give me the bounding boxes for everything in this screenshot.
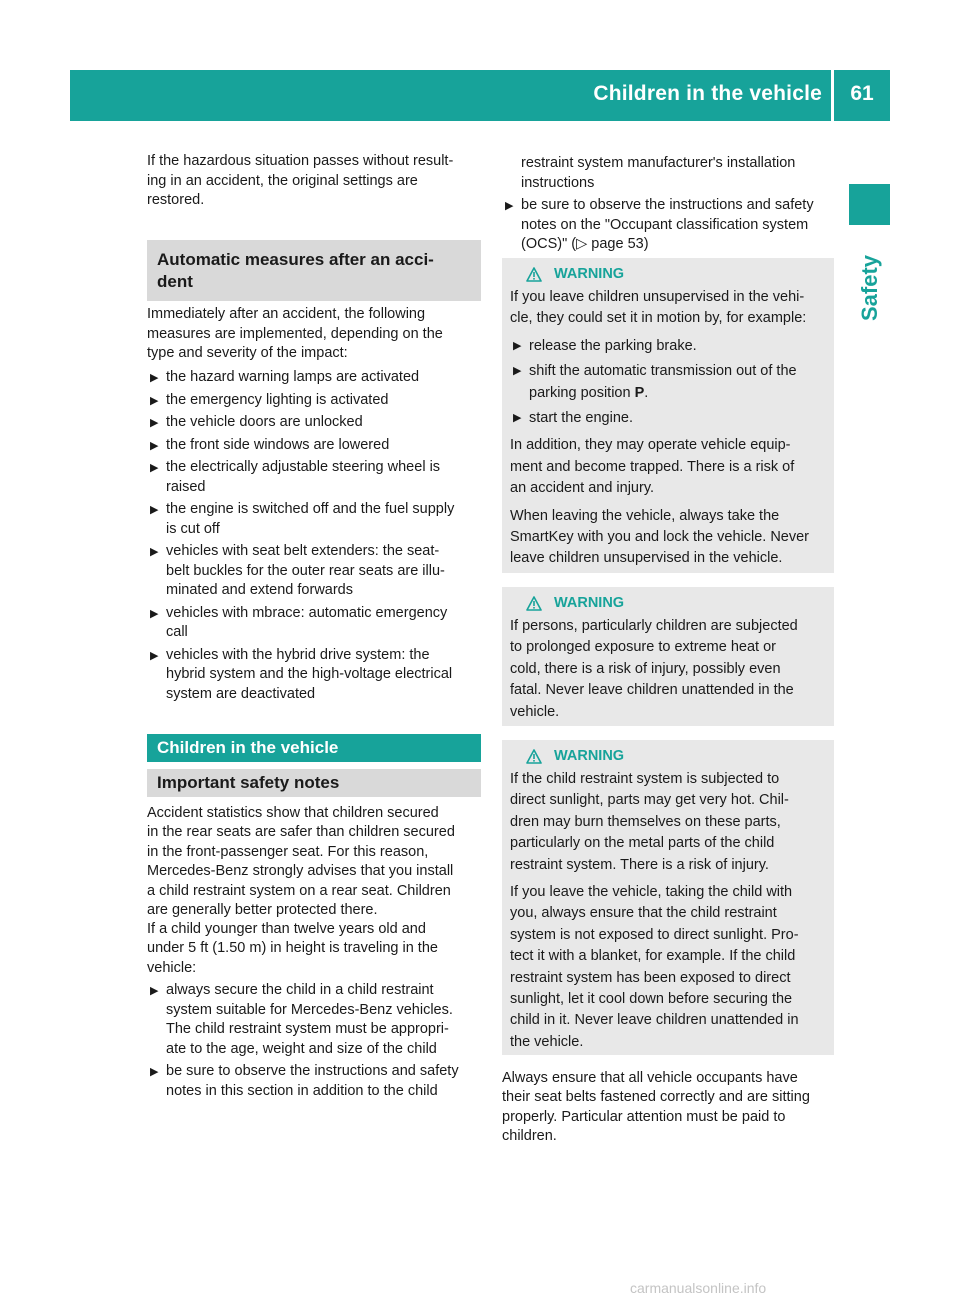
side-tab-label: Safety [857,254,882,322]
bullet-icon: ▶ [150,394,159,407]
list-item: ▶ the emergency lighting is activated [147,391,481,411]
safety-notes-list [147,981,481,1104]
warning-triangle-icon [526,749,542,764]
list-item: ▶ the engine is switched off and the fuel supply is cut off [150,501,455,537]
page-title: Children in the vehicle [593,82,822,105]
warning-box-3 [502,740,834,1055]
intro-paragraph: If the hazardous situation passes without result- ing in an accident, the original settings are restored. [147,153,454,209]
page-reference-arrow-icon: ▷ [576,236,588,252]
bullet-icon: ▶ [150,985,159,997]
list-item: ▶ vehicles with mbrace: automatic emergency call [150,604,448,640]
list-item: ▶ the vehicle doors are unlocked [147,413,481,433]
bullet-icon: ▶ [150,372,159,384]
warning-2-text: If persons, particularly children are subjected to prolonged exposure to extreme heat or cold, there is a risk of injury, possibly even fatal. Never leave children unattended in the vehicle. [510,618,798,720]
list-item-continued: restraint system manufacturer's installation instructions [521,155,796,191]
list-item: ▶ be sure to observe the instructions and safety notes on the "Occupant classification system (OCS)" (▷ page 53) [505,197,814,252]
bullet-icon: ▶ [150,1066,159,1078]
closing-paragraph: Always ensure that all vehicle occupants have their seat belts fastened correctly and are sitting properly. Particular attention must be paid to children. [502,1070,810,1145]
page-number: 61 [850,82,874,105]
automatic-measures-list [147,368,481,707]
bullet-icon: ▶ [513,339,522,352]
list-item: ▶ start the engine. [510,408,828,429]
bullet-icon: ▶ [150,462,159,474]
warning-1-paragraph-2: In addition, they may operate vehicle equip- ment and become trapped. There is a risk of an accident and injury. [510,437,795,497]
warning-3-paragraph-1: If the child restraint system is subjected to direct sunlight, parts may get very hot. Chil- dren may burn themselves on these parts, particularly on the metal parts of the child restraint system. There is a risk of injury. [510,771,789,873]
safety-notes-paragraph-2: If a child younger than twelve years old and under 5 ft (1.50 m) in height is traveling in the vehicle: [147,921,438,976]
list-item: ▶ the hazard warning lamps are activated [147,368,481,388]
warning-1-paragraph-3: When leaving the vehicle, always take the SmartKey with you and lock the vehicle. Never leave children unsupervised in the vehicle. [510,507,809,567]
warning-title: WARNING [510,745,828,767]
list-item: ▶ shift the automatic transmission out of the parking position P. [513,363,797,401]
bullet-icon: ▶ [513,365,522,378]
bullet-icon: ▶ [505,200,514,212]
bullet-icon: ▶ [150,607,159,620]
watermark: carmanualsonline.info [630,1280,767,1296]
list-item: ▶ the electrically adjustable steering wheel is raised [150,459,441,495]
list-item: ▶ release the parking brake. [510,336,828,357]
section-heading-automatic-measures: Automatic measures after an acci- dent [147,240,481,301]
bullet-icon: ▶ [150,546,159,558]
warning-box-2 [502,587,834,726]
list-item: ▶ always secure the child in a child restraint system suitable for Mercedes-Benz vehicles. The child restraint system must be appropri- ate to the age, weight and size of the child [150,982,453,1057]
warning-1-list [510,336,828,430]
list-item: ▶ vehicles with seat belt extenders: the seat- belt buckles for the outer rear seats are illu- minated and extend forwards [150,543,445,598]
bullet-icon: ▶ [150,504,159,516]
warning-title: WARNING [510,263,828,285]
warning-3-paragraph-2: If you leave the vehicle, taking the child with you, always ensure that the child restraint system is not exposed to direct sunlight. Pro- tect it with a blanket, for example. If the child restraint system has been exposed to direct sunlight, let it cool down before securing the child in it. Never leave children unattended in the vehicle. [510,884,799,1050]
list-item: ▶ the front side windows are lowered [147,436,481,456]
continued-list [502,154,834,258]
warning-triangle-icon [526,596,542,611]
automatic-measures-intro: Immediately after an accident, the following measures are implemented, depending on the type and severity of the impact: [147,306,443,362]
warning-box-1 [502,258,834,573]
safety-notes-paragraph-1: Accident statistics show that children secured in the rear seats are safer than children secured in the front-passenger seat. For this reason, Mercedes-Benz strongly advises that you install a child restraint system on a rear seat. Children are generally better protected there. [147,805,455,919]
bullet-icon: ▶ [150,439,159,452]
bullet-icon: ▶ [150,417,159,429]
list-item: ▶ vehicles with the hybrid drive system: the hybrid system and the high-voltage electrical system are deactivated [150,646,453,702]
warning-title: WARNING [510,592,828,614]
bullet-icon: ▶ [513,412,522,425]
warning-1-intro: If you leave children unsupervised in the vehi- cle, they could set it in motion by, for example: [510,289,807,327]
warning-triangle-icon [526,267,542,282]
list-item: ▶ be sure to observe the instructions and safety notes in this section in addition to the child [150,1063,459,1099]
side-tab-marker [849,184,890,225]
section-heading-important-safety-notes: Important safety notes [147,769,481,797]
bullet-icon: ▶ [150,649,159,662]
section-heading-children: Children in the vehicle [147,734,481,762]
